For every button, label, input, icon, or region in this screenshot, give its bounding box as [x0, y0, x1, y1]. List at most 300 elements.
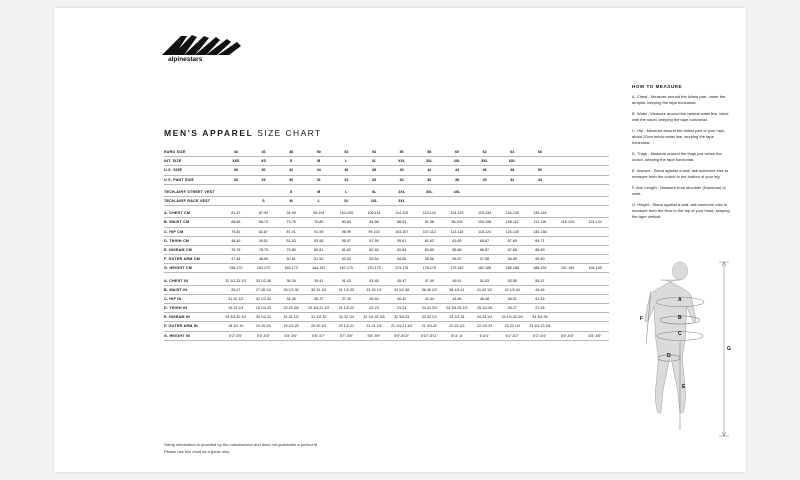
table-cell	[526, 188, 554, 197]
table-cell: 32 3/4-33	[388, 313, 416, 322]
how-to-measure-item: F. Arm Length - Measure from shoulder (Numerus) to wrist.	[632, 185, 726, 196]
table-row	[164, 304, 609, 313]
table-cell: 86-87	[471, 245, 499, 254]
table-cell: 4XL	[443, 188, 471, 197]
table-cell: 5'5"-5'6"	[277, 331, 305, 340]
size-table	[164, 148, 609, 341]
table-cell: 67-69	[498, 236, 526, 245]
table-cell: 108-112	[498, 218, 526, 227]
table-cell	[554, 255, 582, 264]
table-cell	[554, 188, 582, 197]
table-cell: 44	[443, 166, 471, 175]
table-cell: 80-81	[305, 245, 333, 254]
table-cell: 78-79	[250, 245, 278, 254]
table-cell	[581, 175, 609, 184]
table-cell: 41-42 1/2	[471, 285, 499, 294]
table-cell: 134-139	[498, 209, 526, 218]
table-cell: 5'6"-5'7"	[305, 331, 333, 340]
row-label: INT. SIZE	[164, 157, 222, 166]
table-cell: 112-116	[526, 218, 554, 227]
table-cell: 19-19 1/4	[222, 304, 250, 313]
table-cell: 80-84	[333, 218, 361, 227]
table-cell: 185-188	[498, 264, 526, 273]
table-cell	[581, 313, 609, 322]
table-row	[164, 255, 609, 264]
table-cell: 22-22 1/2	[443, 322, 471, 331]
table-row	[164, 313, 609, 322]
how-to-measure-item: D. Thigh - Measure around the thigh just below the crotch, keeping the tape horizontal.	[632, 151, 722, 162]
table-cell: 95-99	[333, 227, 361, 236]
table-cell: 24 3/4-25 1/2	[443, 304, 471, 313]
table-cell: 36-37	[305, 294, 333, 303]
row-label: B. WAIST CM	[164, 218, 222, 227]
row-label: A. CHEST IN	[164, 276, 222, 285]
table-cell: 114-119	[388, 209, 416, 218]
table-cell: 40-42	[388, 294, 416, 303]
table-cell: 41-43	[333, 276, 361, 285]
table-row	[164, 209, 609, 218]
table-cell: 26-27	[498, 304, 526, 313]
table-cell: 58	[415, 148, 443, 157]
table-cell: 76-80	[305, 218, 333, 227]
table-cell: 57-59	[360, 236, 388, 245]
table-cell: 170-173	[360, 264, 388, 273]
table-row	[164, 264, 609, 273]
table-cell: 5'8"-5'9"	[360, 331, 388, 340]
table-cell	[554, 175, 582, 184]
table-cell: 50	[305, 148, 333, 157]
table-cell: 28 1/2-30	[277, 285, 305, 294]
table-cell: 5'11"-6'	[443, 331, 471, 340]
table-cell: 36	[415, 175, 443, 184]
table-cell: 5'2"-5'5"	[222, 331, 250, 340]
table-cell: 73-76	[277, 218, 305, 227]
table-cell: XL	[360, 188, 388, 197]
figure-label-c: C	[678, 331, 682, 337]
table-cell: 113-118	[443, 227, 471, 236]
row-label: F. OUTER ARM IN	[164, 322, 222, 331]
table-cell: 5'4"-5'5"	[250, 331, 278, 340]
table-cell	[581, 276, 609, 285]
table-cell: 36	[333, 166, 361, 175]
table-cell	[250, 188, 278, 197]
table-cell: 48-51	[498, 294, 526, 303]
table-cell	[222, 196, 250, 205]
table-cell: 124-134	[581, 218, 609, 227]
table-cell: S	[277, 157, 305, 166]
table-cell: XS	[250, 157, 278, 166]
table-cell: 5'9"-5'10"	[388, 331, 416, 340]
table-cell: 53-55	[305, 236, 333, 245]
table-cell	[471, 196, 499, 205]
table-cell: 179-182	[443, 264, 471, 273]
table-cell: 51-53	[471, 276, 499, 285]
table-row	[164, 196, 609, 205]
table-cell: 82-83	[360, 245, 388, 254]
table-cell	[581, 294, 609, 303]
table-row	[164, 175, 609, 184]
table-cell: 19 1/4-20	[250, 304, 278, 313]
table-cell: 58-59	[498, 255, 526, 264]
table-row	[164, 245, 609, 254]
table-cell: 173-176	[388, 264, 416, 273]
table-cell: 104-109	[333, 209, 361, 218]
table-cell: 27-28	[526, 304, 554, 313]
table-cell: 2XL	[388, 188, 416, 197]
table-cell: 91-98	[415, 218, 443, 227]
table-cell: 38	[360, 166, 388, 175]
table-cell	[554, 148, 582, 157]
size-chart-page	[54, 8, 746, 472]
table-cell	[581, 255, 609, 264]
table-cell: 30-31 1/2	[305, 285, 333, 294]
table-cell: 29	[250, 175, 278, 184]
table-cell: 42 1/2-44	[498, 285, 526, 294]
size-table-container	[164, 148, 609, 341]
table-cell: 32 1/2-33 1/2	[222, 276, 250, 285]
table-cell: 91-95	[305, 227, 333, 236]
table-cell: 62	[471, 148, 499, 157]
table-cell	[581, 227, 609, 236]
how-to-measure-item: A. Chest - Measure around the fullest part, under the armpits, keeping the tape horizontal.	[632, 94, 726, 105]
table-cell: 55-57	[526, 276, 554, 285]
table-row	[164, 188, 609, 197]
table-cell: 6XL	[498, 157, 526, 166]
table-cell: 54-55	[388, 255, 416, 264]
table-cell: 23 1/4-23 3/4	[526, 322, 554, 331]
table-cell: 23-23 1/4	[498, 322, 526, 331]
table-cell: 44	[526, 175, 554, 184]
table-cell	[415, 196, 443, 205]
table-cell: 46	[250, 148, 278, 157]
table-cell: 30 1/2-31	[250, 313, 278, 322]
table-cell: 167-170	[333, 264, 361, 273]
table-cell	[554, 236, 582, 245]
table-cell: 25 1/2-26	[471, 304, 499, 313]
row-label: G. HEIGHT CM	[164, 264, 222, 273]
table-cell	[443, 196, 471, 205]
table-cell: 40	[471, 175, 499, 184]
table-cell: 42	[415, 166, 443, 175]
table-cell	[554, 227, 582, 236]
table-cell: 99-104	[305, 209, 333, 218]
figure-label-d: D	[667, 353, 671, 359]
table-cell: 51-53	[277, 236, 305, 245]
table-cell: 194-199	[581, 264, 609, 273]
table-cell: 44	[222, 148, 250, 157]
body-measurement-figure	[624, 258, 742, 448]
table-cell: 87-88	[498, 245, 526, 254]
row-label: C. HIP CM	[164, 227, 222, 236]
table-cell: 44-46	[526, 285, 554, 294]
table-cell: 158-170	[222, 264, 250, 273]
row-label: E. INSEAM CM	[164, 245, 222, 254]
table-cell	[581, 245, 609, 254]
table-cell: 82-87	[250, 227, 278, 236]
row-label: A. CHEST CM	[164, 209, 222, 218]
table-cell: 36-39	[277, 276, 305, 285]
table-cell: 57-58	[471, 255, 499, 264]
table-cell: 33-33 1/2	[415, 313, 443, 322]
table-cell: 88-91	[388, 218, 416, 227]
table-cell: 18 1/2-19	[222, 322, 250, 331]
table-cell: 46-48	[471, 294, 499, 303]
page-title	[164, 128, 322, 138]
table-cell: 22 1/2-23	[471, 322, 499, 331]
table-cell: 20-20 3/4	[277, 304, 305, 313]
table-cell: 6'5"-6'6"	[581, 331, 609, 340]
table-cell: 81-82	[333, 245, 361, 254]
table-cell: 32 1/4-32 3/4	[360, 313, 388, 322]
table-row	[164, 157, 609, 166]
table-cell: 191-194	[554, 264, 582, 273]
table-cell: 32-32 1/4	[333, 313, 361, 322]
table-cell: L	[305, 196, 333, 205]
table-cell: 51-52	[305, 255, 333, 264]
table-cell: 163-173	[277, 264, 305, 273]
table-cell: 52	[333, 148, 361, 157]
table-cell: 21 1/4-21 3/4	[388, 322, 416, 331]
row-label: U.S. PANT SIZE	[164, 175, 222, 184]
table-cell: 60	[443, 148, 471, 157]
table-cell: 32	[333, 175, 361, 184]
table-row	[164, 166, 609, 175]
table-cell: 20 3/4-21 1/2	[305, 304, 333, 313]
table-cell: 55-57	[333, 236, 361, 245]
table-cell: 29 3/4-30 1/2	[222, 313, 250, 322]
table-cell: 34 1/2-36	[388, 285, 416, 294]
figure-label-b: B	[678, 315, 682, 321]
row-label: G. HEIGHT IN	[164, 331, 222, 340]
table-cell: 69-71	[526, 236, 554, 245]
table-cell: 19 1/2-20	[277, 322, 305, 331]
table-cell: 20 1/2-21	[333, 322, 361, 331]
table-cell: 30	[277, 175, 305, 184]
table-cell: 2XL	[360, 196, 388, 205]
table-cell: 42	[498, 175, 526, 184]
table-row	[164, 331, 609, 340]
alpinestars-logo	[158, 30, 258, 64]
table-cell: 37-39	[333, 294, 361, 303]
table-cell	[581, 322, 609, 331]
table-cell: 124-129	[443, 209, 471, 218]
table-cell: 50-51	[277, 255, 305, 264]
table-cell: 88-89	[526, 245, 554, 254]
table-cell: L	[333, 188, 361, 197]
footnote-line-2: Please use this chart as a guide only.	[164, 448, 230, 454]
table-cell: 124-130	[498, 227, 526, 236]
row-label: D. THIGH CM	[164, 236, 222, 245]
how-to-measure-item: G. Height - Stand against a wall, ask someone else to measure from the floor to the top of your head, keeping the tape vertical.	[632, 202, 730, 219]
table-cell: 118-124	[471, 227, 499, 236]
table-cell: 55-56	[415, 255, 443, 264]
table-cell: 39-40	[360, 294, 388, 303]
table-cell: XL	[360, 157, 388, 166]
table-cell: 50	[526, 166, 554, 175]
figure-label-a: A	[678, 297, 682, 303]
table-cell: 84-88	[360, 218, 388, 227]
table-cell	[554, 276, 582, 285]
table-row	[164, 148, 609, 157]
table-cell: 31	[305, 175, 333, 184]
table-cell: 21 1/2-22	[333, 304, 361, 313]
row-label: D. THIGH IN	[164, 304, 222, 313]
page-title-strong: MEN'S APPAREL	[164, 128, 254, 138]
table-cell: M	[277, 196, 305, 205]
row-label: EURO SIZE	[164, 148, 222, 157]
table-cell: 182-185	[471, 264, 499, 273]
table-cell: 39-41	[305, 276, 333, 285]
table-cell: 79-80	[277, 245, 305, 254]
table-cell: 5XL	[471, 157, 499, 166]
table-cell: 38 1/2-41	[443, 285, 471, 294]
table-cell: 68-73	[250, 218, 278, 227]
table-cell	[498, 196, 526, 205]
table-cell: 129-134	[471, 209, 499, 218]
table-cell: 31-31 1/2	[277, 313, 305, 322]
row-label: TECH-AIR® RACE VEST	[164, 196, 222, 205]
table-cell: 31-32 1/2	[222, 294, 250, 303]
table-row	[164, 294, 609, 303]
table-cell: 49-51	[443, 276, 471, 285]
row-label: B. WAIST IN	[164, 285, 222, 294]
figure-label-e: E	[682, 384, 686, 390]
table-cell: XXL	[388, 157, 416, 166]
table-cell: 53-54	[360, 255, 388, 264]
table-cell: 107-113	[415, 227, 443, 236]
table-cell: 65-67	[471, 236, 499, 245]
table-cell: 103-107	[388, 227, 416, 236]
table-cell: 139-144	[526, 209, 554, 218]
table-cell: 79-82	[222, 227, 250, 236]
table-row	[164, 218, 609, 227]
table-cell: 59-61	[388, 236, 416, 245]
table-row	[164, 322, 609, 331]
table-cell: 34	[305, 166, 333, 175]
table-cell: 109-114	[360, 209, 388, 218]
how-to-measure-item: E. Inseam - Stand against a wall, ask someone else to measure from the crotch to the bottom of your leg.	[632, 168, 729, 179]
table-cell: 21 3/4-22	[415, 322, 443, 331]
table-cell: M	[305, 157, 333, 166]
table-cell	[581, 188, 609, 197]
table-cell: 66	[526, 148, 554, 157]
table-cell: 188-191	[526, 264, 554, 273]
table-cell: 48	[498, 166, 526, 175]
table-cell: 32 1/2-34	[250, 294, 278, 303]
table-cell: L	[333, 157, 361, 166]
table-cell: 28	[222, 175, 250, 184]
table-cell: 116-124	[554, 218, 582, 227]
table-cell: 36-38 1/2	[415, 285, 443, 294]
table-cell	[498, 188, 526, 197]
table-cell: 31 1/2-33	[333, 285, 361, 294]
table-cell	[581, 209, 609, 218]
table-cell: 44-46	[443, 294, 471, 303]
table-cell: 99-103	[360, 227, 388, 236]
table-cell: 52-53	[333, 255, 361, 264]
table-cell: 59-60	[526, 255, 554, 264]
table-cell: 27-28 1/2	[250, 285, 278, 294]
svg-text:alpinestars: alpinestars	[168, 56, 203, 63]
table-cell: 5'7"-5'8"	[333, 331, 361, 340]
table-cell: 56-57	[443, 255, 471, 264]
table-cell: 42-44	[415, 294, 443, 303]
table-cell: 24-24 3/4	[415, 304, 443, 313]
how-to-measure-item: B. Waist - Measure around the natural waist line, inline with the navel, keeping the tape horizontal.	[632, 111, 729, 122]
table-cell: 85-86	[443, 245, 471, 254]
table-cell: 130-136	[526, 227, 554, 236]
how-to-measure-item: C. Hip - Measure around the fullest part of your hips, about 20cm below waist line, keeping the tape horizontal.	[632, 128, 725, 145]
table-cell: 83-84	[388, 245, 416, 254]
table-cell: 28	[222, 166, 250, 175]
table-cell: 33 1/2-36	[250, 276, 278, 285]
table-cell: 32	[277, 166, 305, 175]
table-row	[164, 227, 609, 236]
row-label: C. HIP IN	[164, 294, 222, 303]
table-cell: 33 1/2-34	[443, 313, 471, 322]
table-cell: XL	[333, 196, 361, 205]
table-cell: 63-65	[443, 236, 471, 245]
table-cell: 3XL	[388, 196, 416, 205]
table-cell: 38	[443, 175, 471, 184]
table-cell: 34 3/4-35	[526, 313, 554, 322]
table-cell: 40	[388, 166, 416, 175]
table-cell: 6'1"-6'2"	[498, 331, 526, 340]
table-cell: 47-48	[222, 255, 250, 264]
table-cell: 46	[471, 166, 499, 175]
table-cell	[554, 166, 582, 175]
table-cell: S	[277, 188, 305, 197]
table-cell: 48-49	[222, 236, 250, 245]
table-cell: 34-36	[277, 294, 305, 303]
table-cell: 87-91	[277, 227, 305, 236]
table-cell: 98-104	[443, 218, 471, 227]
table-cell: XXS	[222, 157, 250, 166]
table-cell: 119-124	[415, 209, 443, 218]
table-cell: 56	[388, 148, 416, 157]
table-cell: 66-68	[222, 218, 250, 227]
table-cell	[581, 148, 609, 157]
table-cell	[554, 313, 582, 322]
figure-label-g: G	[727, 346, 731, 352]
row-label: F. OUTER ARM CM	[164, 255, 222, 264]
table-cell: 5'10"-5'11"	[415, 331, 443, 340]
row-label: E. INSEAM IN	[164, 313, 222, 322]
table-cell: S	[250, 196, 278, 205]
table-cell: 22-23	[360, 304, 388, 313]
table-cell: 48	[277, 148, 305, 157]
table-cell	[581, 166, 609, 175]
table-cell: 6'-6'1"	[471, 331, 499, 340]
table-cell: 104-108	[471, 218, 499, 227]
table-cell	[554, 196, 582, 205]
table-cell: 23-24	[388, 304, 416, 313]
table-cell: 76-78	[222, 245, 250, 254]
table-cell: 31 1/2-32	[305, 313, 333, 322]
table-cell	[581, 285, 609, 294]
table-cell: 47-49	[415, 276, 443, 285]
how-to-measure-heading: HOW TO MEASURE	[632, 84, 683, 89]
table-cell	[581, 196, 609, 205]
page-title-light: SIZE CHART	[257, 128, 322, 138]
figure-label-f: F	[640, 316, 644, 322]
table-cell: 61-63	[415, 236, 443, 245]
table-cell	[554, 285, 582, 294]
table-cell: 34-34 1/4	[471, 313, 499, 322]
table-cell: 64	[498, 148, 526, 157]
table-cell: 87-94	[250, 209, 278, 218]
table-cell: 43-45	[360, 276, 388, 285]
